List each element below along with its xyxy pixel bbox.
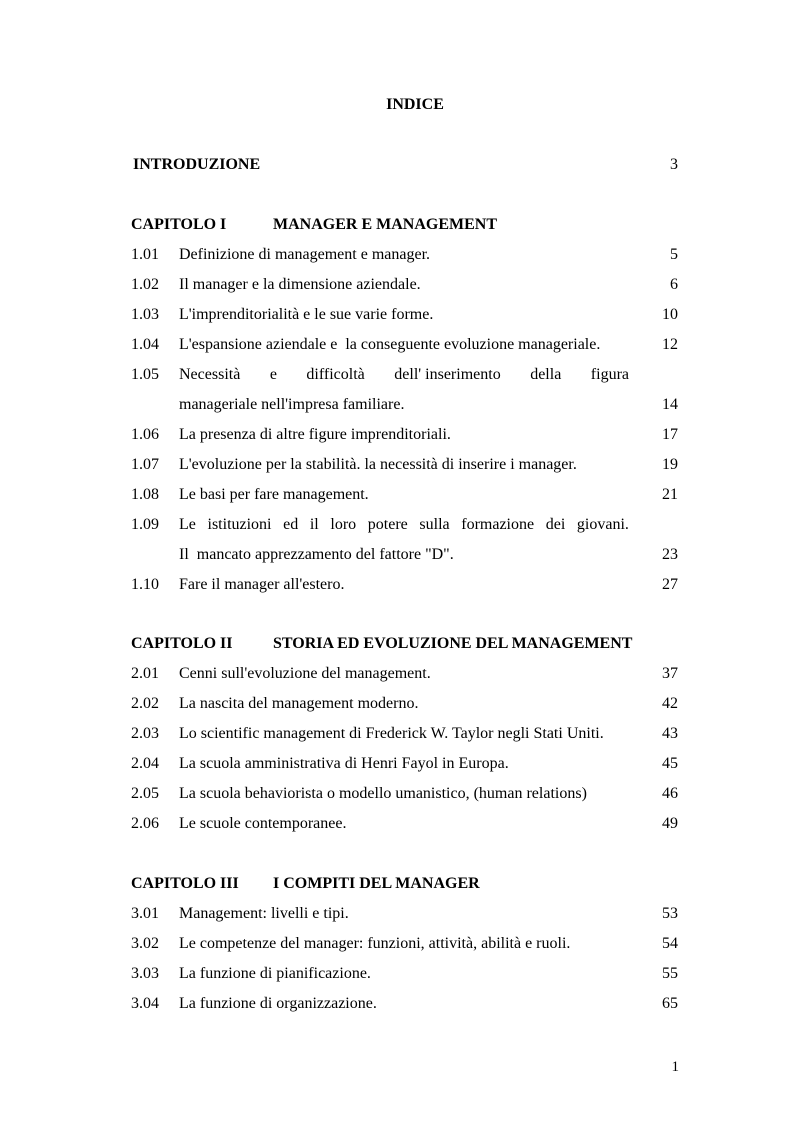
toc-entry [131,424,678,446]
entry-page-number: 45 [662,755,678,772]
entry-number: 3.03 [131,965,159,982]
chapter-heading-2 [131,633,691,655]
entry-page-number: 43 [662,725,678,742]
entry-title: Definizione di management e manager. [179,246,431,263]
toc-entry [131,454,678,476]
entry-title: Le scuole contemporanee. [179,815,347,832]
entry-page-number: 27 [662,576,678,593]
entry-number: 1.03 [131,306,159,323]
entry-number: 2.06 [131,815,159,832]
entry-number: 2.05 [131,785,159,802]
toc-entry [131,993,678,1015]
entry-title-word: il [309,516,319,533]
entry-page-number: 21 [662,486,678,503]
toc-entry [131,484,678,506]
entry-number: 3.04 [131,995,159,1012]
entry-title-continuation: manageriale nell'impresa familiare. [179,396,405,413]
entry-page-number: 49 [662,815,678,832]
entry-title: Fare il manager all'estero. [179,576,345,593]
chapter-title: I COMPITI DEL MANAGER [273,875,480,892]
toc-entry-continuation [131,394,678,416]
chapter-number: CAPITOLO II [131,635,233,652]
toc-entry [131,693,678,715]
entry-title: La presenza di altre figure imprenditoriali. [179,426,451,443]
toc-entry [131,304,678,326]
entry-title [179,514,629,536]
entry-title-word: loro [330,516,357,533]
entry-page-number: 14 [662,396,678,413]
entry-title-word: dei [545,516,566,533]
entry-title-word: potere [367,516,408,533]
entry-number: 3.01 [131,905,159,922]
entry-title-word: Le [179,516,196,533]
entry-title: L'evoluzione per la stabilità. la necessità di inserire i manager. [179,456,577,473]
entry-page-number: 65 [662,995,678,1012]
chapter-title: STORIA ED EVOLUZIONE DEL MANAGEMENT [273,635,633,652]
entry-title: Le competenze del manager: funzioni, attività, abilità e ruoli. [179,935,571,952]
entry-page-number: 42 [662,695,678,712]
page-title: INDICE [386,96,444,113]
toc-entry [131,783,678,805]
entry-title-word: dell' inserimento [394,366,501,383]
toc-entry [131,274,678,296]
entry-title-word: ed [283,516,299,533]
toc-entry [131,813,678,835]
entry-page-number: 54 [662,935,678,952]
entry-title: Le basi per fare management. [179,486,369,503]
entry-number: 1.09 [131,516,159,533]
entry-title-word: difficoltà [306,366,365,383]
entry-title: Il manager e la dimensione aziendale. [179,276,421,293]
entry-title-continuation: Il mancato apprezzamento del fattore "D". [179,546,454,563]
chapter-number: CAPITOLO I [131,216,227,233]
entry-number: 1.10 [131,576,159,593]
toc-entry [131,663,678,685]
entry-page-number: 10 [662,306,678,323]
entry-title: La funzione di pianificazione. [179,965,371,982]
toc-entry [131,963,678,985]
entry-number: 1.01 [131,246,159,263]
entry-number: 1.07 [131,456,159,473]
entry-page-number: 6 [670,276,678,293]
entry-number: 1.02 [131,276,159,293]
entry-number: 2.04 [131,755,159,772]
entry-title-word: giovani. [576,516,629,533]
toc-entry [131,244,678,266]
entry-page-number: 19 [662,456,678,473]
chapter-title: MANAGER E MANAGEMENT [273,216,497,233]
intro-page-number: 3 [670,156,678,173]
entry-title: La scuola amministrativa di Henri Fayol in Europa. [179,755,509,772]
entry-number: 1.05 [131,366,159,383]
toc-entry [131,334,678,356]
toc-entry [131,574,678,596]
entry-page-number: 17 [662,426,678,443]
entry-number: 2.03 [131,725,159,742]
entry-title-word: della [530,366,562,383]
toc-entry [131,933,678,955]
entry-page-number: 23 [662,546,678,563]
entry-number: 1.06 [131,426,159,443]
toc-entry-continuation [131,544,678,566]
toc-introduction [133,154,678,176]
entry-page-number: 37 [662,665,678,682]
page-number: 1 [671,1059,679,1075]
entry-title: Management: livelli e tipi. [179,905,349,922]
toc-entry [131,903,678,925]
entry-page-number: 55 [662,965,678,982]
entry-page-number: 12 [662,336,678,353]
entry-title: Lo scientific management di Frederick W. Taylor negli Stati Uniti. [179,725,604,742]
entry-number: 2.02 [131,695,159,712]
toc-entry [131,723,678,745]
chapter-heading-3 [131,873,691,895]
entry-title: L'imprenditorialità e le sue varie forme. [179,306,434,323]
entry-number: 3.02 [131,935,159,952]
entry-title: Cenni sull'evoluzione del management. [179,665,431,682]
entry-title-word: formazione [461,516,535,533]
entry-title: La nascita del management moderno. [179,695,419,712]
entry-number: 2.01 [131,665,159,682]
entry-page-number: 53 [662,905,678,922]
entry-title-word: figura [590,366,629,383]
entry-title-word: e [269,366,277,383]
entry-number: 1.04 [131,336,159,353]
entry-number: 1.08 [131,486,159,503]
chapter-heading-1 [131,214,691,236]
entry-page-number: 5 [670,246,678,263]
intro-label: INTRODUZIONE [133,156,261,173]
toc-entry [131,364,678,386]
toc-entry [131,753,678,775]
entry-page-number: 46 [662,785,678,802]
toc-entry [131,514,678,536]
entry-title: L'espansione aziendale e la conseguente evoluzione manageriale. [179,336,601,353]
chapter-number: CAPITOLO III [131,875,239,892]
entry-title-word: Necessità [179,366,241,383]
entry-title-word: sulla [419,516,450,533]
entry-title-word: istituzioni [207,516,272,533]
entry-title: La scuola behaviorista o modello umanistico, (human relations) [179,785,587,802]
entry-title: La funzione di organizzazione. [179,995,377,1012]
entry-title [179,364,629,386]
